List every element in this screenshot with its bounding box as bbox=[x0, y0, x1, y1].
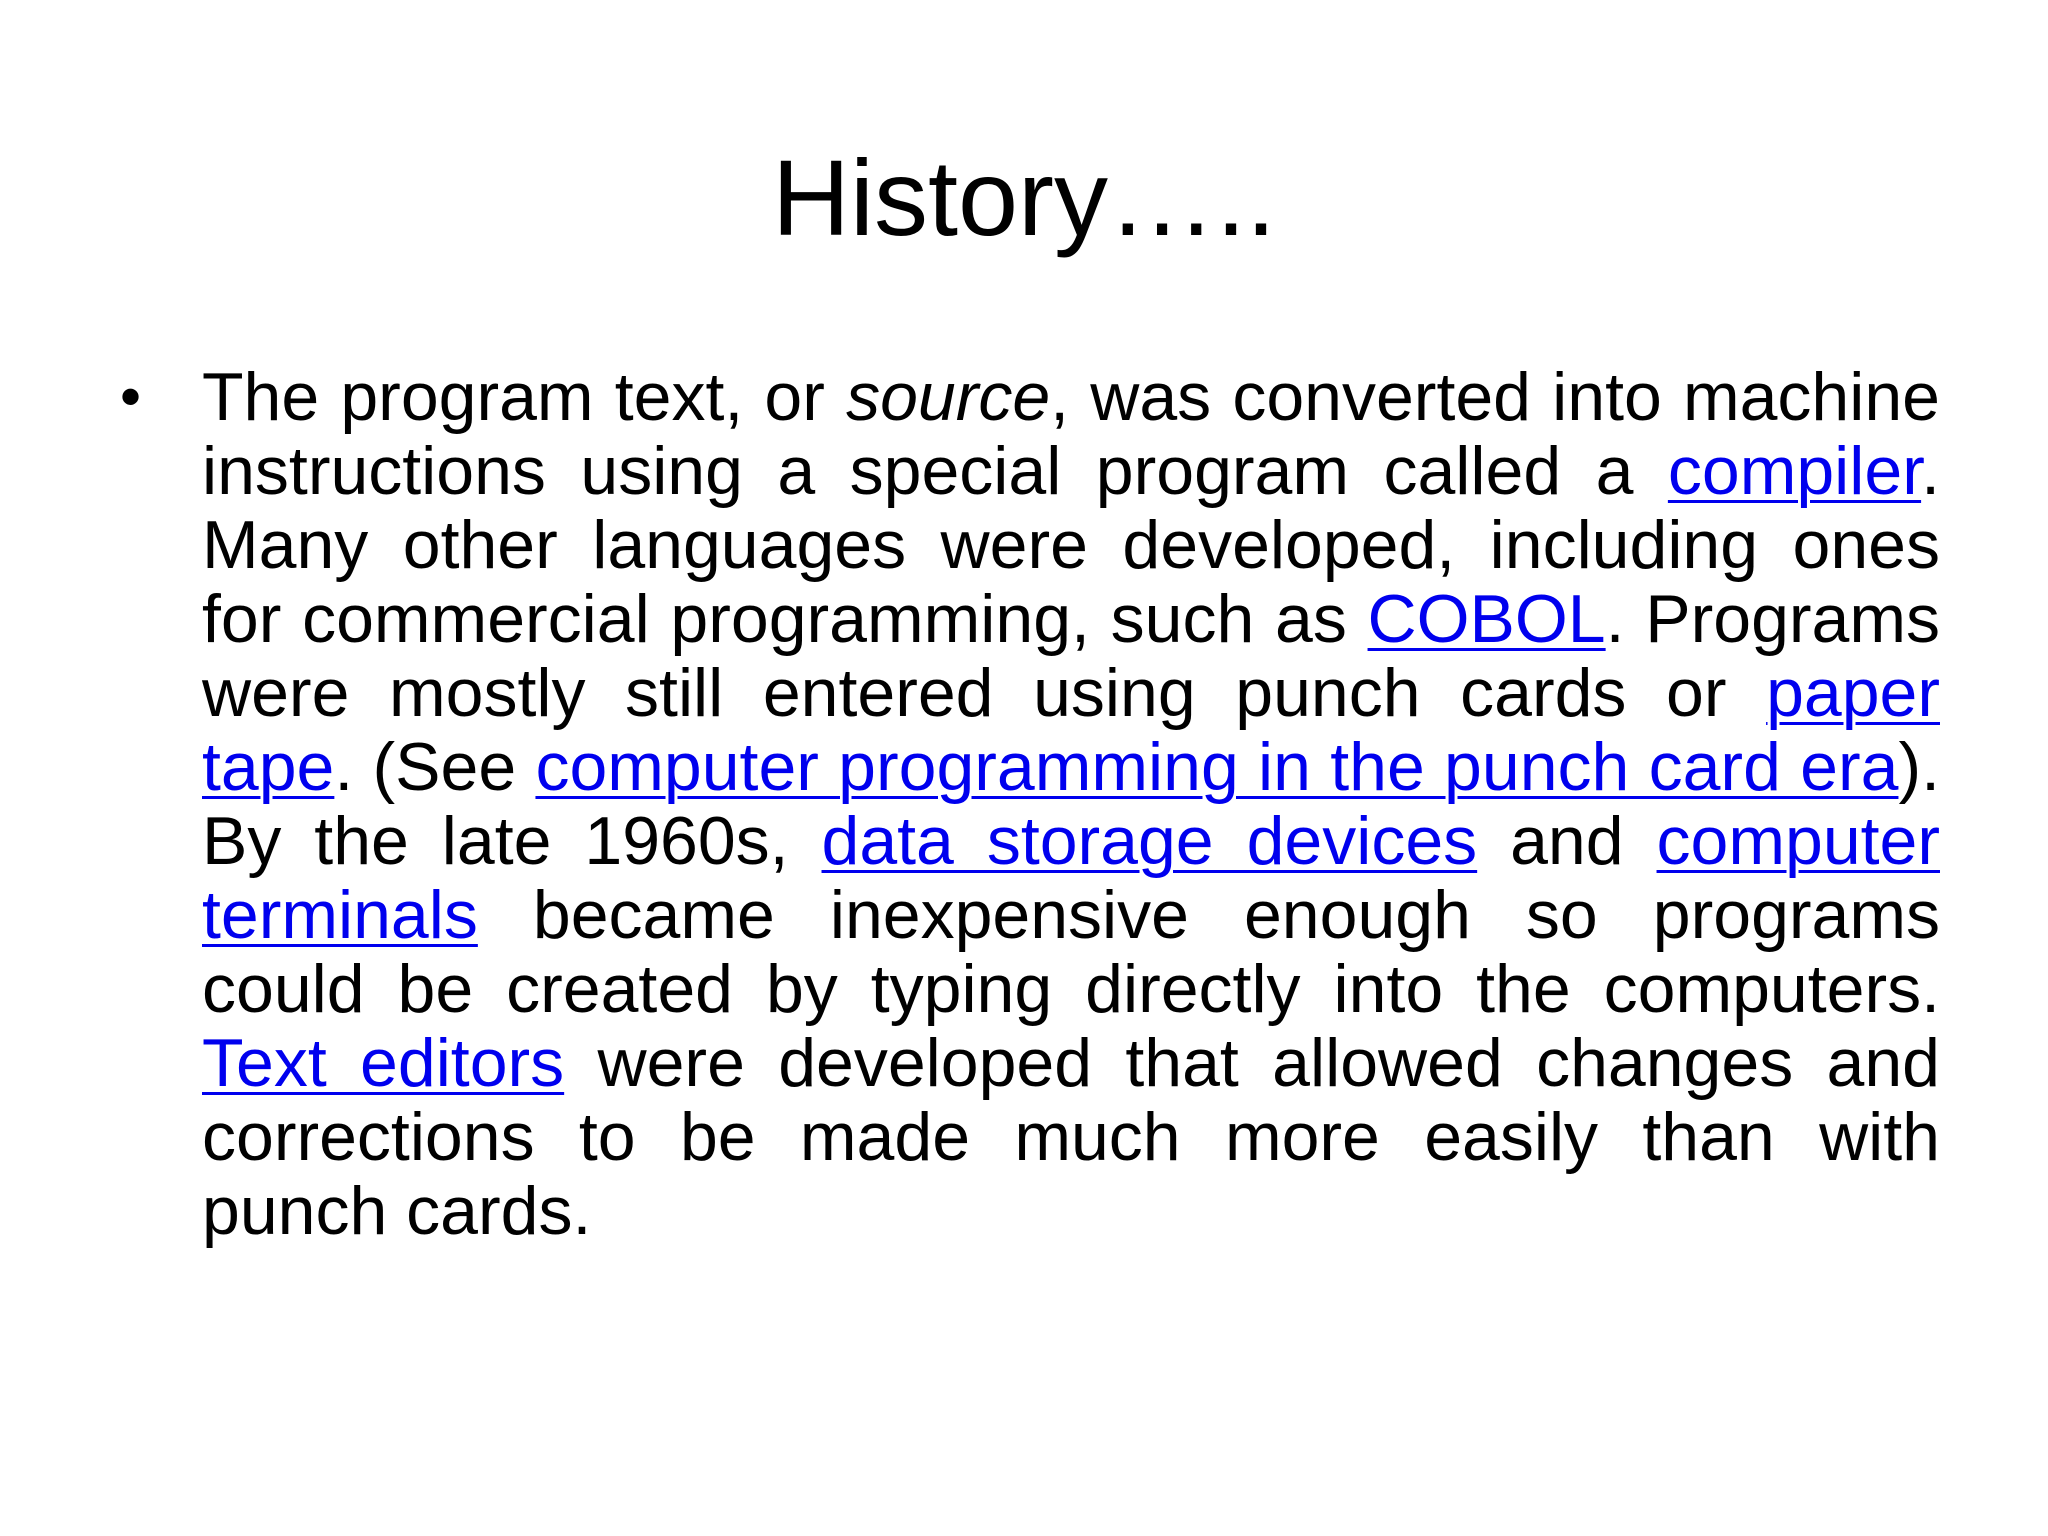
paragraph-text: The program text, or bbox=[202, 359, 847, 435]
paragraph-text: and bbox=[1477, 803, 1657, 879]
paragraph-text: . Programs were mostly still entered using punch cards or bbox=[202, 581, 1940, 731]
bullet-list bbox=[120, 360, 1940, 1248]
bullet-icon: • bbox=[120, 363, 142, 430]
link-paper-tape[interactable]: paper tape bbox=[202, 655, 1940, 805]
link-cobol[interactable]: COBOL bbox=[1367, 581, 1606, 657]
paragraph-text: ). By the late 1960s, bbox=[202, 729, 1940, 879]
paragraph-text: became inexpensive enough so programs could be created by typing directly into the computers. bbox=[202, 877, 1940, 1027]
paragraph-text: . (See bbox=[334, 729, 536, 805]
link-data-storage-devices[interactable]: data storage devices bbox=[821, 803, 1478, 879]
link-computer-terminals[interactable]: computer terminals bbox=[202, 803, 1940, 953]
link-punch-card-era[interactable]: computer programming in the punch card era bbox=[535, 729, 1899, 805]
link-text-editors[interactable]: Text editors bbox=[202, 1025, 565, 1101]
bullet-item bbox=[120, 360, 1940, 1248]
paragraph-text: . Many other languages were developed, including ones for commercial programming, such as bbox=[202, 433, 1940, 657]
italic-term-source: source bbox=[846, 359, 1051, 435]
slide-title: History….. bbox=[771, 137, 1277, 258]
paragraph-text: , was converted into machine instructions using a special program called a bbox=[202, 359, 1940, 509]
link-compiler[interactable]: compiler bbox=[1667, 433, 1922, 509]
paragraph-text: were developed that allowed changes and corrections to be made much more easily than with punch cards. bbox=[202, 1025, 1940, 1249]
